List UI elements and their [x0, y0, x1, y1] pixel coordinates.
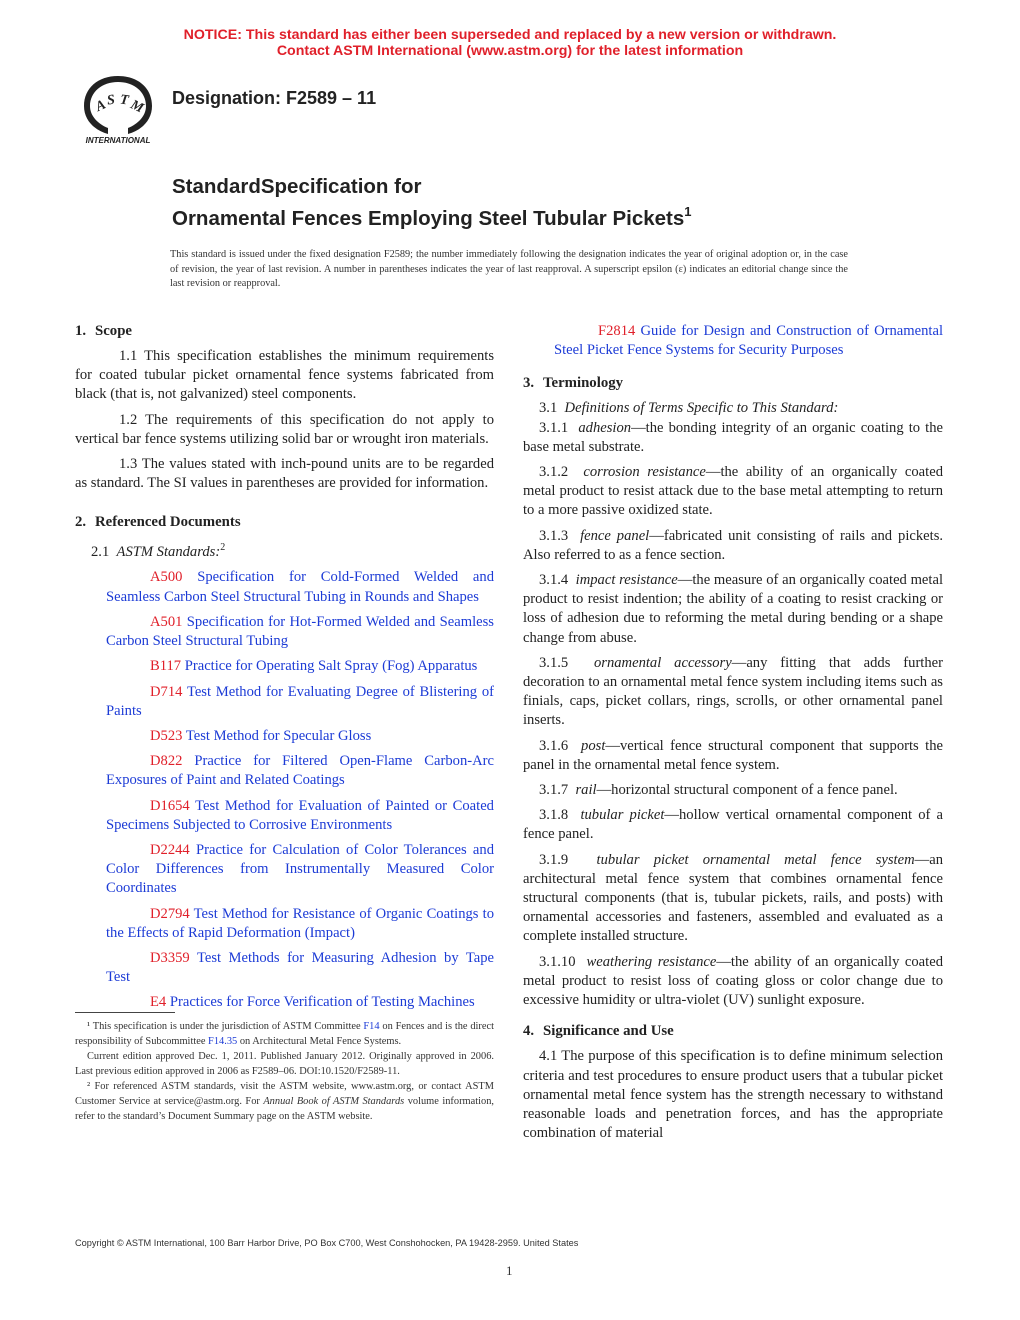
svg-text:S: S	[106, 92, 116, 109]
svg-text:T: T	[118, 92, 130, 109]
reference-list	[75, 568, 494, 1012]
astm-standards-label: 2.1 ASTM Standards:$^2$	[91, 542, 226, 561]
svg-text:M: M	[128, 97, 146, 117]
right-column	[523, 322, 943, 1149]
designation: Designation: F2589 – 11	[172, 88, 377, 108]
scope-para-1-1: 1.1 This specification establishes the minimum requirements for coated tubular picket ornamental fence systems fabricated from black (that is, not galvanized) steel components.	[75, 348, 494, 403]
term-tubular-picket-system: 3.1.9 tubular picket ornamental metal fence system—an architectural metal fence system that combines ornamental fence structural components (that is, tubular pickets, rails, and posts) with ornamental accessories and fasteners, assembled and evaluated as a complete installed structure.	[523, 851, 944, 945]
logo-text: INTERNATIONAL	[85, 136, 151, 145]
footnote-1: ¹ This specification is under the jurisdiction of ASTM Committee F14 on Fences and is the direct responsibility of Subcommittee F14.35 on Architectural Metal Fence Systems.	[75, 1021, 494, 1047]
footnote-2: ² For referenced ASTM standards, visit the ASTM website, www.astm.org, or contact ASTM Customer Service at service@astm.org. For Annual Book of ASTM Standards volume information, refer to the standard’s Document Summary page on the ASTM website.	[75, 1081, 494, 1122]
term-adhesion: 3.1.1 adhesion—the bonding integrity of an organic coating to the base metal substrate.	[523, 419, 943, 455]
reference-item-d822[interactable]: D822 Practice for Filtered Open-Flame Carbon-Arc Exposures of Paint and Related Coatings	[106, 753, 494, 789]
committee-link[interactable]: F14	[363, 1021, 380, 1032]
term-impact-resistance: 3.1.4 impact resistance—the measure of an organically coated metal product to resist indention; the ability of a coating to resist cracking or loss of adhesion due to reforming the metal during bending or a shape change from abuse.	[523, 572, 944, 646]
reference-item-f2814[interactable]: F2814 Guide for Design and Construction of Ornamental Steel Picket Fence Systems for Security Purposes	[554, 323, 943, 359]
term-fence-panel: 3.1.3 fence panel—fabricated unit consisting of rails and pickets. Also referred to as a fence section.	[523, 527, 944, 563]
notice-line-2: Contact ASTM International (www.astm.org) for the latest information	[276, 43, 744, 59]
svg-text:A: A	[93, 97, 109, 115]
reference-item-a501[interactable]: A501 Specification for Hot-Formed Welded and Seamless Carbon Steel Structural Tubing	[106, 613, 494, 650]
reference-item-a500[interactable]: A500 Specification for Cold-Formed Welded and Seamless Carbon Steel Structural Tubing in Rounds and Shapes	[106, 569, 494, 605]
reference-item-d714[interactable]: D714 Test Method for Evaluating Degree of Blistering of Paints	[106, 683, 494, 719]
definitions-label: 3.1 Definitions of Terms Specific to This Standard:	[539, 400, 839, 417]
reference-item-e4[interactable]: E4 Practices for Force Verification of Testing Machines	[150, 994, 475, 1011]
section-heading-referenced-documents: 2. Referenced Documents	[75, 514, 241, 531]
scope-para-1-3: 1.3 The values stated with inch-pound units are to be regarded as standard. The SI values in parentheses are provided for information.	[75, 456, 494, 492]
term-post: 3.1.6 post—vertical fence structural component that supports the panel in the ornamental metal fence system.	[523, 737, 943, 773]
reference-item-d523[interactable]: D523 Test Method for Specular Gloss	[150, 727, 372, 744]
section-heading-terminology: 3. Terminology	[523, 375, 624, 392]
reference-item-d3359[interactable]: D3359 Test Methods for Measuring Adhesion by Tape Test	[106, 949, 494, 986]
document-title	[172, 174, 692, 232]
term-tubular-picket: 3.1.8 tubular picket—hollow vertical ornamental component of a fence panel.	[523, 807, 943, 843]
term-ornamental-accessory: 3.1.5 ornamental accessory—any fitting that adds further decoration to an ornamental metal fence system including items such as finials, caps, picket collars, rings, scrolls, or other ornamental panel inserts.	[523, 654, 943, 729]
section-heading-scope: 1. Scope	[75, 323, 132, 339]
reference-item-d2794[interactable]: D2794 Test Method for Resistance of Organic Coatings to the Effects of Rapid Deformation (Impact)	[106, 905, 494, 941]
footnote-1-edition: Current edition approved Dec. 1, 2011. Published January 2012. Originally approved in 2006. Last previous edition approved in 2006 as F2589–06. DOI:10.1520/F2589-11.	[75, 1051, 494, 1077]
reference-item-b117[interactable]: B117 Practice for Operating Salt Spray (Fog) Apparatus	[150, 658, 478, 675]
left-column	[75, 322, 494, 1019]
term-corrosion-resistance: 3.1.2 corrosion resistance—the ability of an organically coated metal product to resist attack due to the base metal attempting to return to a more passive oxidized state.	[523, 464, 943, 519]
notice-line-1: NOTICE: This standard has either been superseded and replaced by a new version or withdrawn.	[183, 27, 837, 43]
section-heading-significance: 4. Significance and Use	[523, 1023, 674, 1040]
issuance-statement: This standard is issued under the fixed designation F2589; the number immediately following the designation indicates the year of original adoption or, in the case of revision, the year of last revision. A number in parentheses indicates the year of last reapproval. A superscript epsilon (ε) indicates an editorial change since the last revision or reapproval.	[170, 249, 848, 289]
term-weathering-resistance: 3.1.10 weathering resistance—the ability of an organically coated metal product to resist loss of coating gloss or color change due to excessive humidity or ultra-violet (UV) sunlight exposure.	[523, 953, 943, 1009]
significance-para-4-1: 4.1 The purpose of this specification is to define minimum selection criteria and test procedures to ensure product users that a tubular picket ornamental metal fence system has the strength necessary to withstand reasonable loads and penetration forces, and has the appropriate combination of material	[523, 1048, 943, 1142]
scope-para-1-2: 1.2 The requirements of this specification do not apply to vertical bar fence systems utilizing solid bar or wrought iron materials.	[75, 411, 494, 447]
astm-logo-icon	[72, 72, 164, 146]
copyright-line: Copyright © ASTM International, 100 Barr Harbor Drive, PO Box C700, West Conshohocken, PA 19428-2959. United States	[75, 1238, 579, 1248]
term-rail: 3.1.7 rail—horizontal structural component of a fence panel.	[539, 782, 898, 799]
reference-item-d1654[interactable]: D1654 Test Method for Evaluation of Painted or Coated Specimens Subjected to Corrosive Environments	[106, 797, 494, 833]
footnotes	[75, 1020, 494, 1125]
title-line-1: StandardSpecification for	[172, 175, 422, 198]
reference-item-d2244[interactable]: D2244 Practice for Calculation of Color Tolerances and Color Differences from Instrumentally Measured Color Coordinates	[106, 841, 494, 897]
supersession-notice	[0, 27, 1020, 59]
title-footnote-mark[interactable]: 1	[684, 204, 692, 219]
title-line-2: Ornamental Fences Employing Steel Tubular Pickets$^1$	[172, 204, 692, 230]
subcommittee-link[interactable]: F14.35	[208, 1035, 238, 1047]
footnote-divider	[75, 1012, 175, 1013]
page-number: 1	[506, 1263, 513, 1278]
